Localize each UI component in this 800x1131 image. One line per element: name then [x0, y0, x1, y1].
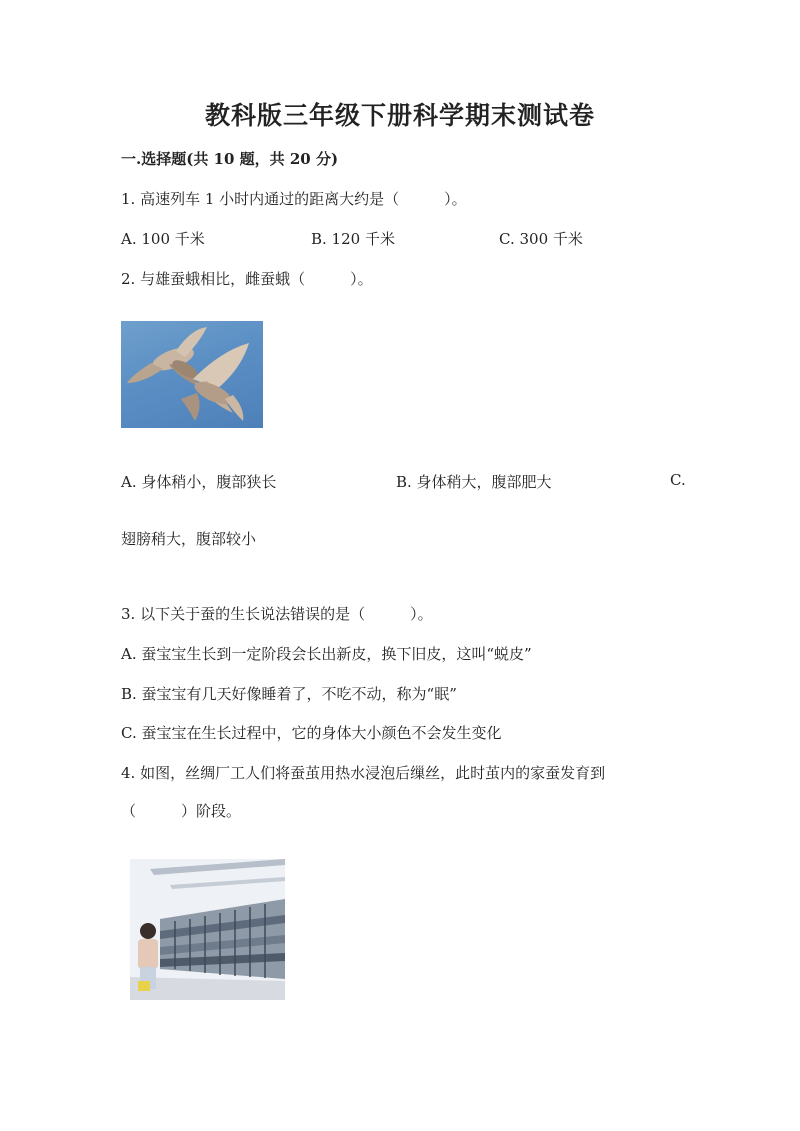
question-3-option-b[interactable]: B. 蚕宝宝有几天好像睡着了，不吃不动，称为“眠” — [121, 685, 457, 703]
question-1-option-c[interactable]: C. 300 千米 — [499, 230, 583, 248]
section-heading: 一.选择题(共 10 题，共 20 分) — [121, 150, 339, 168]
question-4-stem-line1: 4. 如图，丝绸厂工人们将蚕茧用热水浸泡后缫丝，此时茧内的家蚕发育到 — [121, 764, 606, 782]
question-1-option-b[interactable]: B. 120 千米 — [311, 230, 395, 248]
question-2-option-b[interactable]: B. 身体稍大，腹部肥大 — [396, 473, 552, 491]
page-title: 教科版三年级下册科学期末测试卷 — [204, 101, 595, 130]
silkworm-moth-photo-icon — [121, 321, 263, 428]
question-2-option-c-text[interactable]: 翅膀稍大，腹部较小 — [121, 530, 257, 548]
question-1-stem: 1. 高速列车 1 小时内通过的距离大约是（ ）。 — [121, 190, 467, 208]
question-2-stem: 2. 与雄蚕蛾相比，雌蚕蛾（ ）。 — [121, 270, 373, 288]
question-3-option-a[interactable]: A. 蚕宝宝生长到一定阶段会长出新皮，换下旧皮，这叫“蜕皮” — [121, 645, 532, 663]
silk-factory-photo-icon — [130, 859, 285, 1000]
question-2-option-c[interactable]: C. — [670, 471, 686, 489]
question-3-stem: 3. 以下关于蚕的生长说法错误的是（ ）。 — [121, 605, 433, 623]
question-2-option-a[interactable]: A. 身体稍小，腹部狭长 — [121, 473, 277, 491]
question-3-option-c[interactable]: C. 蚕宝宝在生长过程中，它的身体大小颜色不会发生变化 — [121, 724, 502, 742]
question-4-stem-line2: （ ）阶段。 — [121, 802, 242, 820]
question-1-option-a[interactable]: A. 100 千米 — [121, 230, 205, 248]
